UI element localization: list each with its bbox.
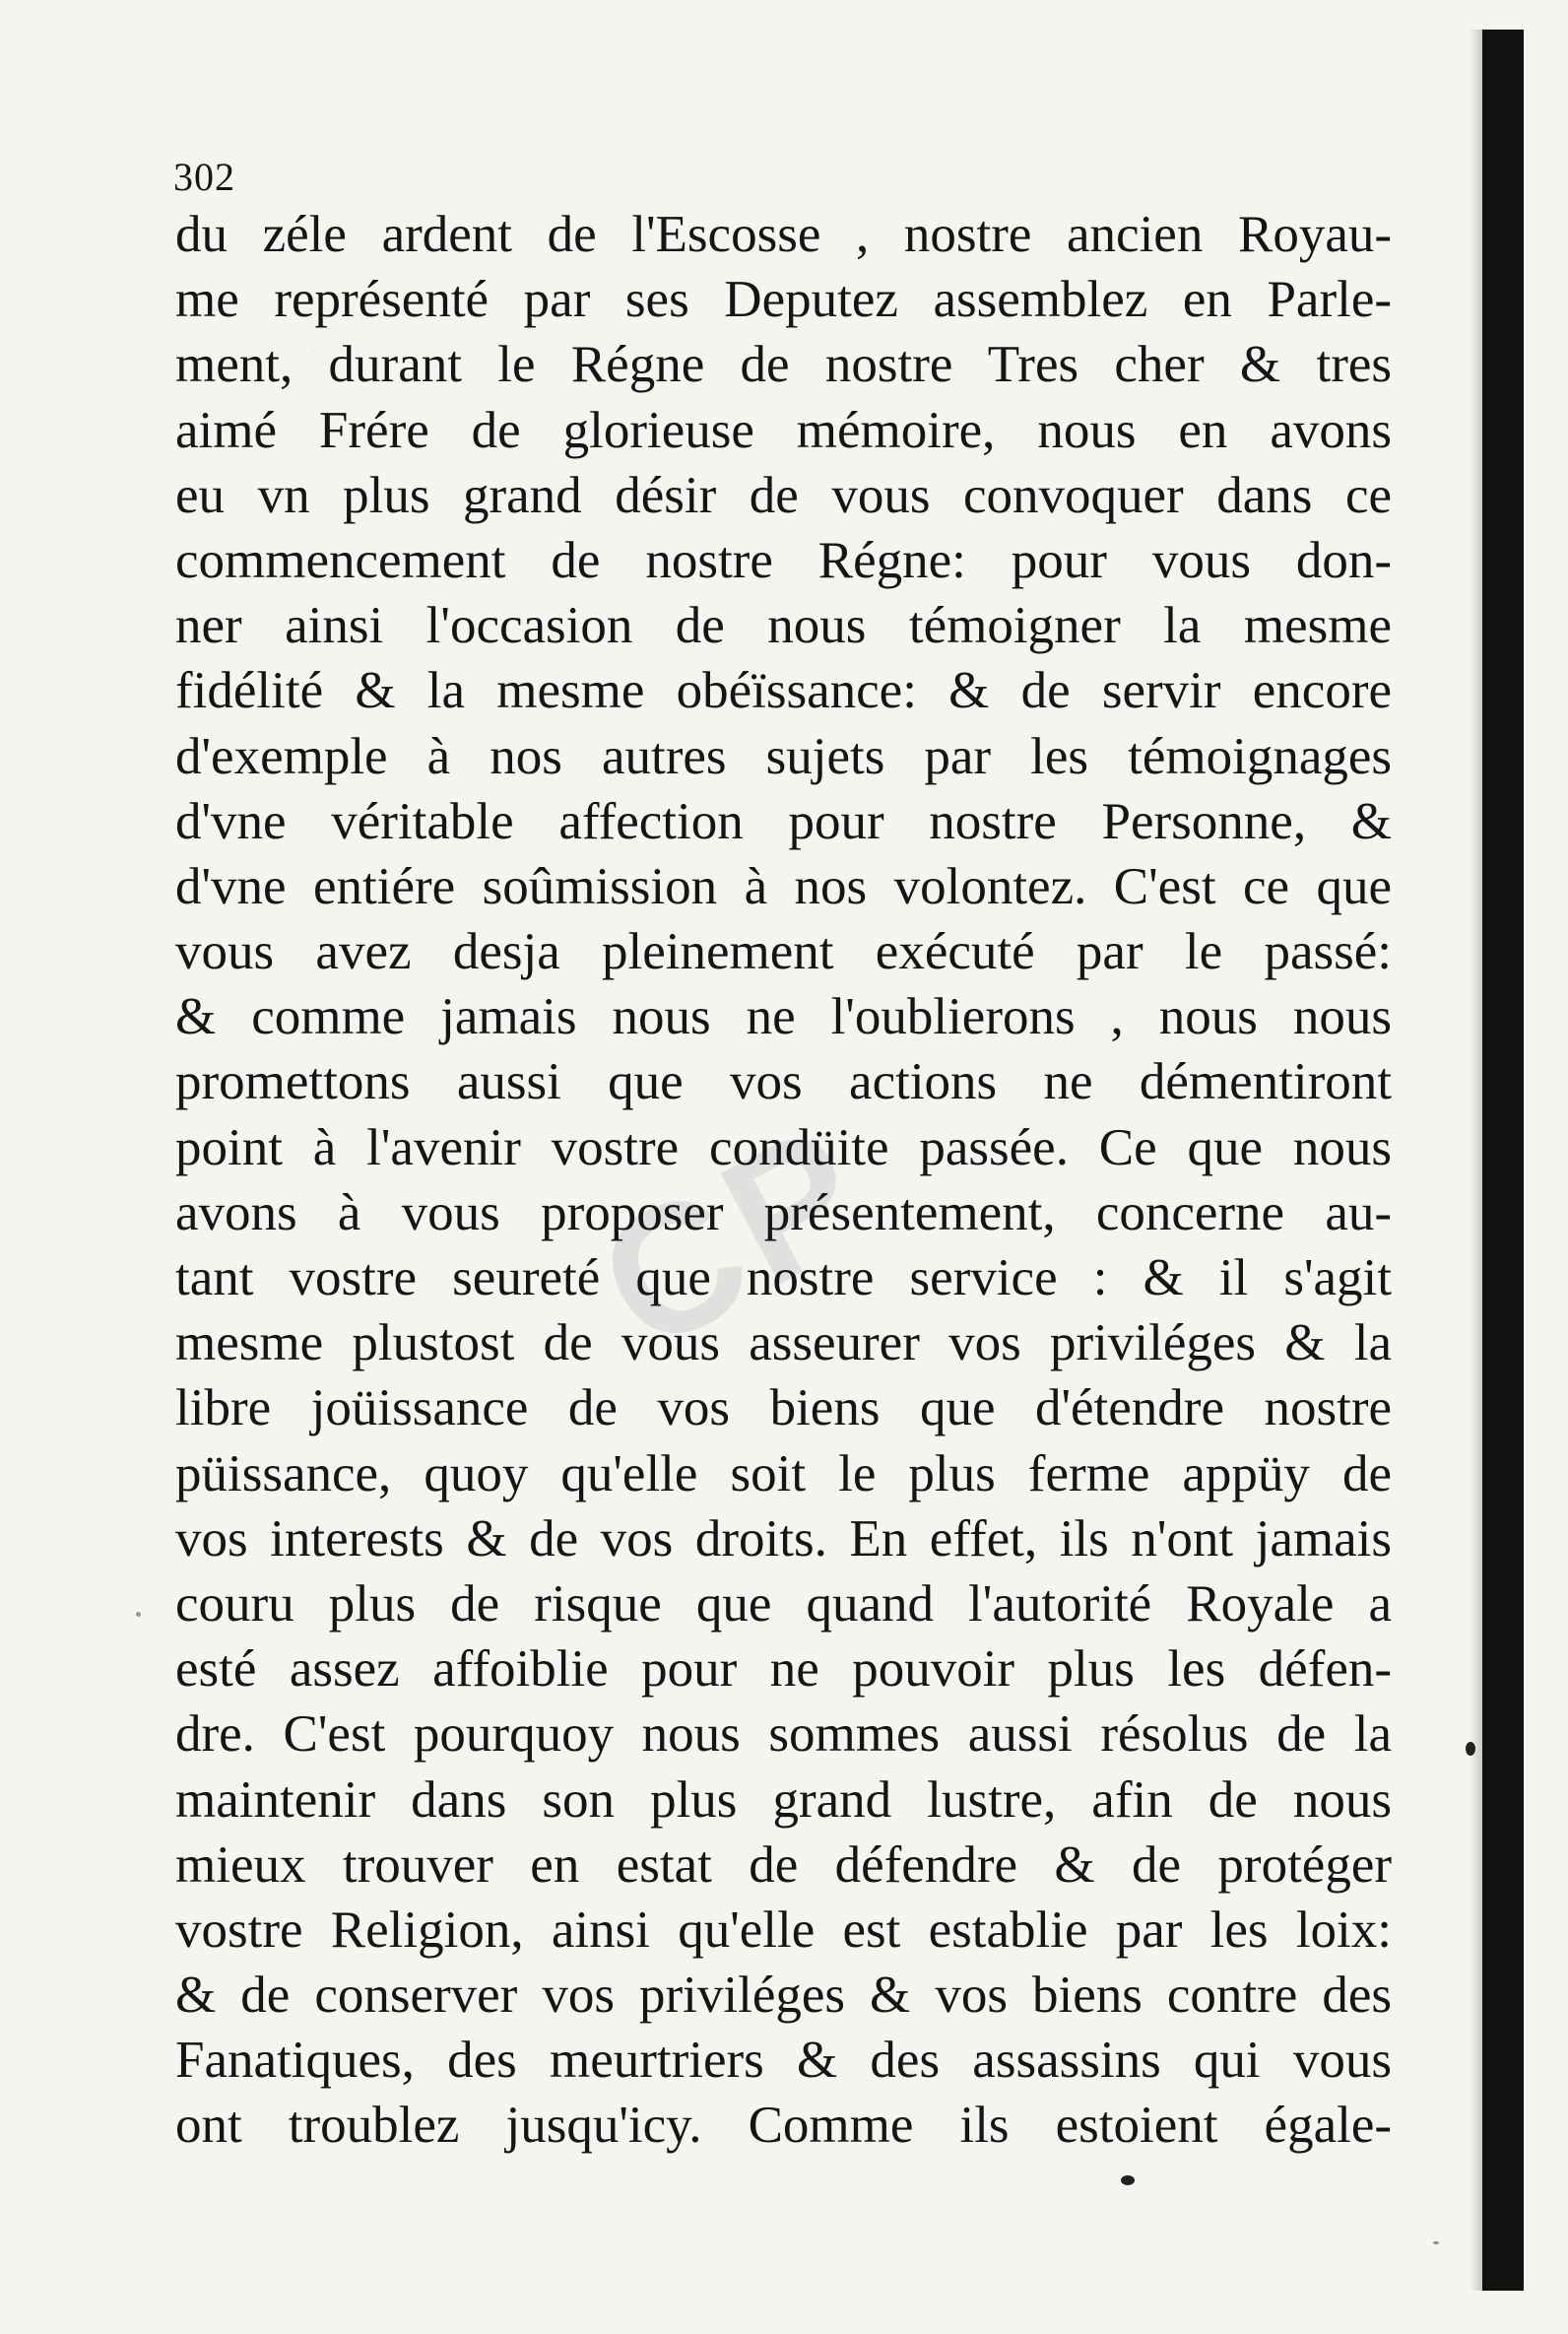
text-line: libre joüissance de vos biens que d'étendre nostre bbox=[175, 1379, 1392, 1437]
text-line: me représenté par ses Deputez assemblez en Parle- bbox=[175, 271, 1392, 329]
text-line: vous avez desja pleinement exécuté par le passé: bbox=[175, 923, 1392, 981]
text-line: mesme plustost de vous asseurer vos priviléges & la bbox=[175, 1314, 1392, 1372]
text-line: fidélité & la mesme obéïssance: & de servir encore bbox=[175, 662, 1392, 720]
body-text bbox=[175, 202, 1392, 2159]
text-line: vos interests & de vos droits. En effet, ils n'ont jamais bbox=[175, 1509, 1392, 1567]
text-line: vostre Religion, ainsi qu'elle est establie par les loix: bbox=[175, 1901, 1392, 1959]
text-line: maintenir dans son plus grand lustre, afin de nous bbox=[175, 1770, 1392, 1829]
text-line: ner ainsi l'occasion de nous témoigner la mesme bbox=[175, 597, 1392, 655]
binding-shadow bbox=[1470, 30, 1482, 2291]
binding-edge bbox=[1482, 30, 1524, 2291]
text-line: eu vn plus grand désir de vous convoquer dans ce bbox=[175, 466, 1392, 524]
text-line: du zéle ardent de l'Escosse , nostre ancien Royau- bbox=[175, 206, 1392, 263]
text-line: ment, durant le Régne de nostre Tres cher & tres bbox=[175, 336, 1392, 394]
text-line: & comme jamais nous ne l'oublierons , nous nous bbox=[175, 988, 1392, 1046]
ink-speck bbox=[136, 1612, 141, 1617]
text-line: tant vostre seureté que nostre service : & il s'agit bbox=[175, 1249, 1392, 1306]
text-line: couru plus de risque que quand l'autorité Royale a bbox=[175, 1574, 1392, 1633]
text-line: & de conserver vos priviléges & vos biens contre des bbox=[175, 1967, 1392, 2025]
text-line: avons à vous proposer présentement, concerne au- bbox=[175, 1183, 1392, 1241]
text-line: d'exemple à nos autres sujets par les témoignages bbox=[175, 727, 1392, 785]
text-line: promettons aussi que vos actions ne démentiront bbox=[175, 1053, 1392, 1111]
text-line: püissance, quoy qu'elle soit le plus ferme appüy de bbox=[175, 1444, 1392, 1502]
faint-watermark: CP bbox=[568, 1084, 902, 1391]
text-line: d'vne entiére soûmission à nos volontez. C'est ce que bbox=[175, 857, 1392, 915]
ink-speck bbox=[1466, 1742, 1475, 1756]
page-number: 302 bbox=[173, 155, 235, 199]
text-line: ont troublez jusqu'icy. Comme ils estoient égale- bbox=[175, 2097, 1392, 2155]
text-line: aimé Frére de glorieuse mémoire, nous en avons bbox=[175, 401, 1392, 459]
text-line: point à l'avenir vostre condüite passée. Ce que nous bbox=[175, 1118, 1392, 1176]
ink-speck bbox=[1433, 2241, 1439, 2244]
text-line: d'vne véritable affection pour nostre Personne, & bbox=[175, 792, 1392, 850]
ink-speck bbox=[1121, 2175, 1135, 2185]
text-line: esté assez affoiblie pour ne pouvoir plus les défen- bbox=[175, 1640, 1392, 1699]
text-line: Fanatiques, des meurtriers & des assassins qui vous bbox=[175, 2032, 1392, 2090]
text-line: commencement de nostre Régne: pour vous don- bbox=[175, 531, 1392, 589]
text-line: dre. C'est pourquoy nous sommes aussi résolus de la bbox=[175, 1705, 1392, 1764]
text-line: mieux trouver en estat de défendre & de protéger bbox=[175, 1835, 1392, 1894]
